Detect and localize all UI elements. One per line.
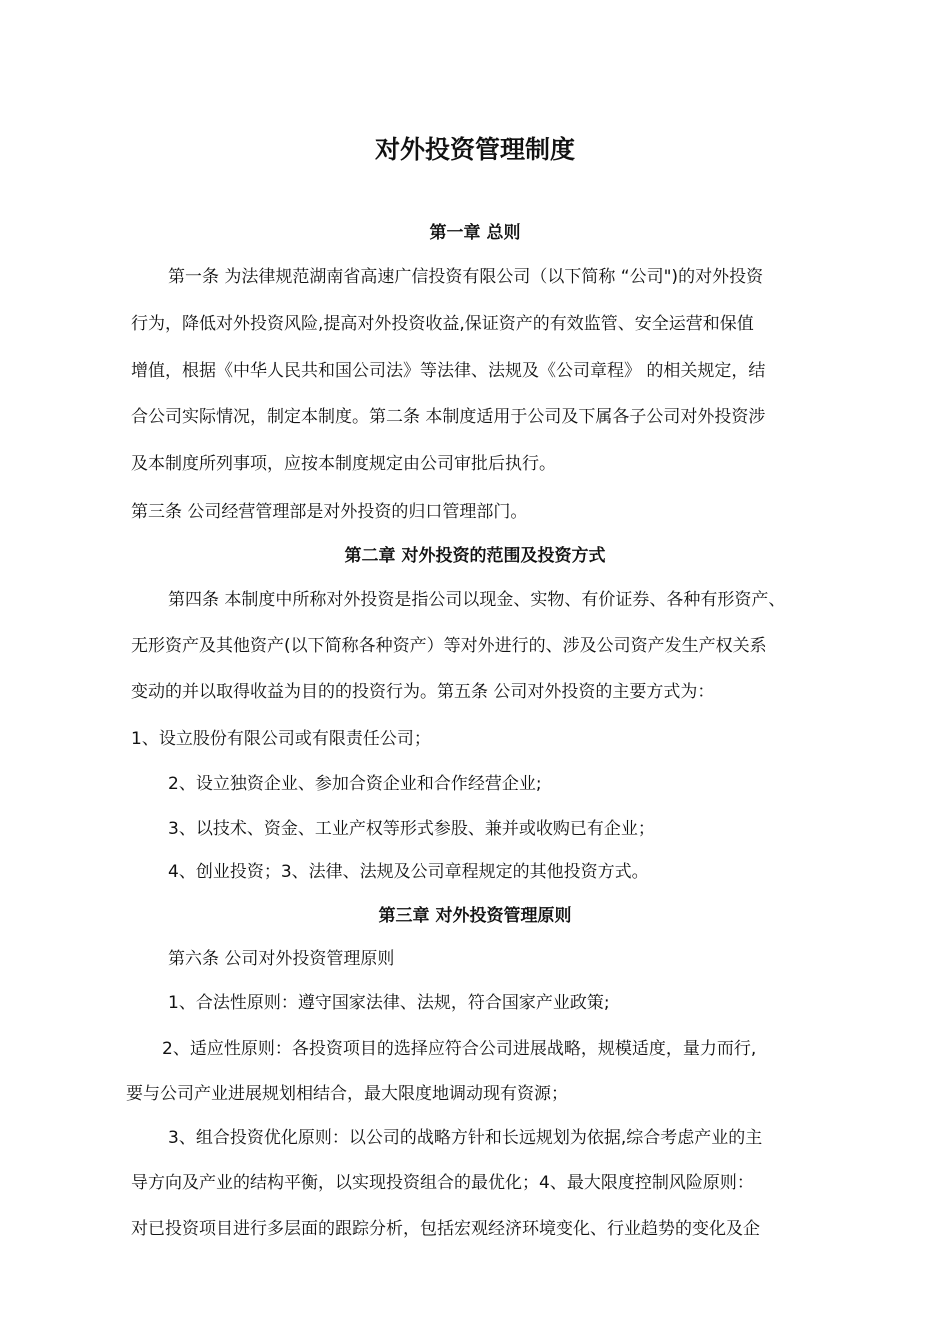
paragraph-line: 要与公司产业进展规划相结合，最大限度地调动现有资源； bbox=[126, 1084, 568, 1104]
document-title: 对外投资管理制度 bbox=[374, 135, 575, 164]
list-item: 4、创业投资；3、法律、法规及公司章程规定的其他投资方式。 bbox=[168, 862, 649, 882]
paragraph-line: 第四条 本制度中所称对外投资是指公司以现金、实物、有价证券、各种有形资产、 bbox=[168, 590, 786, 610]
paragraph-line: 第一条 为法律规范湖南省高速广信投资有限公司（以下简称 “公司")的对外投资 bbox=[168, 267, 764, 287]
paragraph-line: 变动的并以取得收益为目的的投资行为。第五条 公司对外投资的主要方式为： bbox=[131, 682, 715, 702]
list-item: 2、设立独资企业、参加合资企业和合作经营企业; bbox=[168, 774, 542, 794]
chapter-heading: 第一章 总则 bbox=[429, 223, 521, 243]
paragraph-line: 无形资产及其他资产(以下简称各种资产）等对外进行的、涉及公司资产发生产权关系 bbox=[131, 636, 767, 656]
paragraph-line: 行为，降低对外投资风险,提高对外投资收益,保证资产的有效监管、安全运营和保值 bbox=[131, 314, 754, 334]
paragraph-line: 增值，根据《中华人民共和国公司法》等法律、法规及《公司章程》 的相关规定，结 bbox=[131, 361, 766, 381]
list-item: 1、合法性原则：遵守国家法律、法规，符合国家产业政策; bbox=[168, 993, 610, 1013]
list-item: 2、适应性原则：各投资项目的选择应符合公司进展战略，规模适度，量力而行, bbox=[162, 1039, 757, 1059]
paragraph-line: 合公司实际情况，制定本制度。第二条 本制度适用于公司及下属各子公司对外投资涉 bbox=[131, 407, 766, 427]
paragraph-line: 第六条 公司对外投资管理原则 bbox=[168, 949, 395, 969]
list-item: 3、以技术、资金、工业产权等形式参股、兼并或收购已有企业； bbox=[168, 819, 655, 839]
chapter-heading: 第三章 对外投资管理原则 bbox=[378, 906, 572, 926]
paragraph-line: 对已投资项目进行多层面的跟踪分析，包括宏观经济环境变化、行业趋势的变化及企 bbox=[131, 1219, 760, 1239]
chapter-heading: 第二章 对外投资的范围及投资方式 bbox=[344, 546, 606, 566]
paragraph-line: 及本制度所列事项，应按本制度规定由公司审批后执行。 bbox=[131, 454, 556, 474]
paragraph-line: 导方向及产业的结构平衡，以实现投资组合的最优化；4、最大限度控制风险原则： bbox=[131, 1173, 754, 1193]
list-item: 1、设立股份有限公司或有限责任公司； bbox=[131, 729, 431, 749]
list-item: 3、组合投资优化原则：以公司的战略方针和长远规划为依据,综合考虑产业的主 bbox=[168, 1128, 763, 1148]
paragraph-line: 第三条 公司经营管理部是对外投资的归口管理部门。 bbox=[131, 502, 528, 522]
